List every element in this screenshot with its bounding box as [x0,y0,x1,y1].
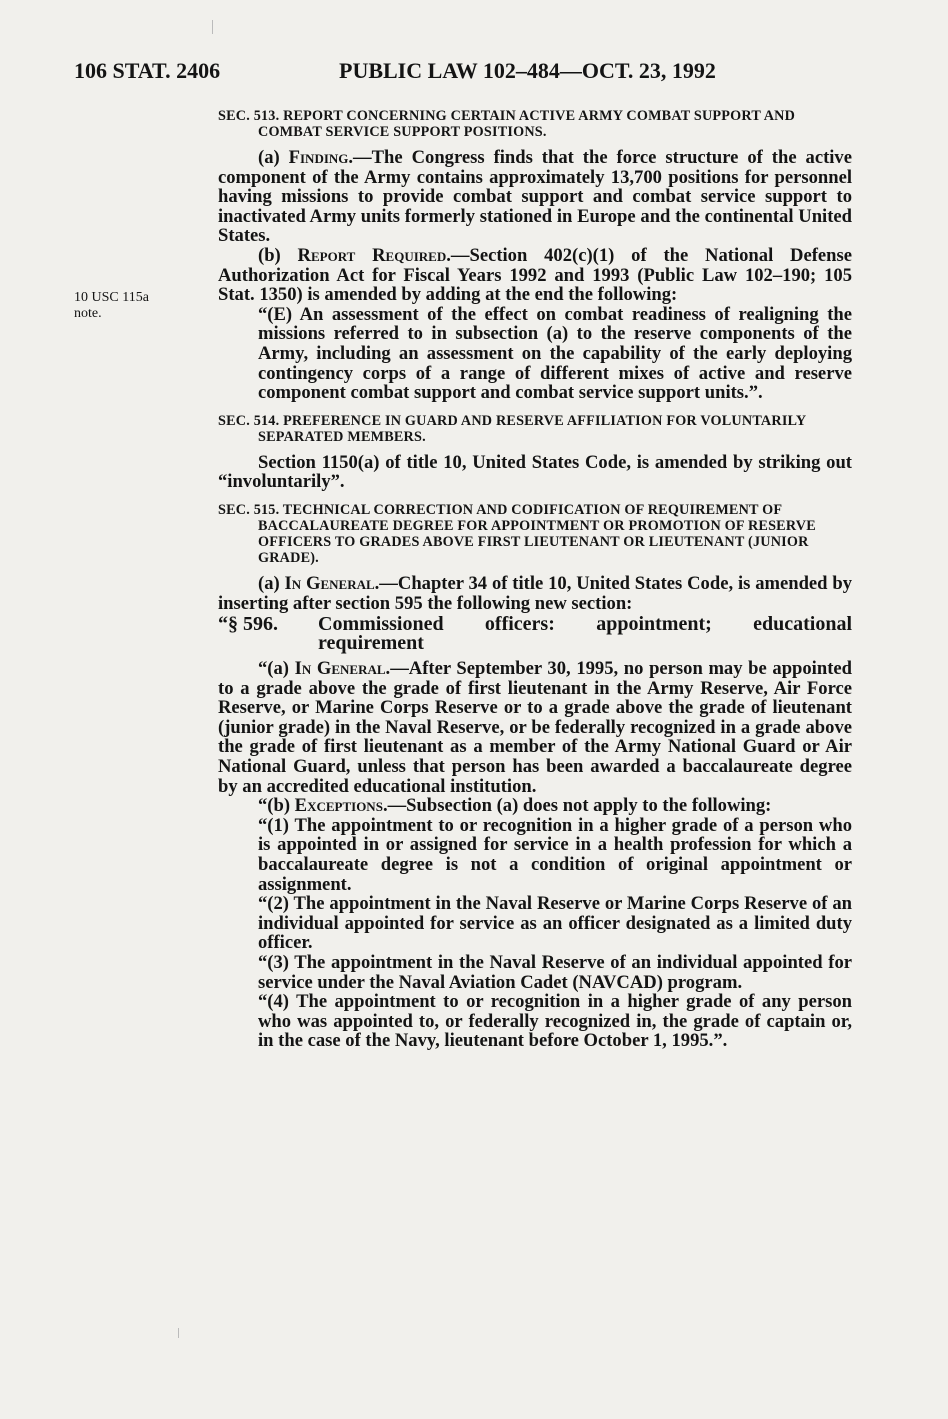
sec-513-subsection-b: (b) Report Required.—Section 402(c)(1) of the National Defense Authorization Act for Fiscal Years 1992 and 1993 (Public Law 102–190; 105 Stat. 1350) is amended by adding at the end the following: [218,244,853,306]
sec-515-heading: SEC. 515. TECHNICAL CORRECTION AND CODIFICATION OF REQUIREMENT OF BACCALAUREATE DEGREE FOR APPOINTMENT OR PROMOTION OF RESERVE OFFICERS TO GRADES ABOVE FIRST LIEUTENANT OR LIEUTENANT (JUNIOR GRADE). [218,501,816,566]
sec-514-text: Section 1150(a) of title 10, United States Code, is amended by striking out “involuntarily”. [218,451,852,493]
sec-513-heading: SEC. 513. REPORT CONCERNING CERTAIN ACTIVE ARMY COMBAT SUPPORT AND COMBAT SERVICE SUPPORT POSITIONS. [218,108,796,140]
section-596-heading: “§ 596. Commissioned officers: appointment; educational requirement [218,613,852,655]
law-citation: PUBLIC LAW 102–484—OCT. 23, 1992 [339,58,716,83]
exception-item: “(2) The appointment in the Naval Reserve or Marine Corps Reserve of an individual appointed for service as an officer designated as a limited duty officer. [258,893,852,954]
exception-item: “(4) The appointment to or recognition in a higher grade of any person who was appointed to, or federally recognized in, the grade of captain or, in the case of the Navy, lieutenant before October 1, 1995.”. [258,991,852,1052]
running-header [74,58,734,84]
section-596-subsection-b: “(b) Exceptions.—Subsection (a) does not apply to the following: [258,795,772,817]
sec-514-heading: SEC. 514. PREFERENCE IN GUARD AND RESERVE AFFILIATION FOR VOLUNTARILY SEPARATED MEMBERS. [218,412,806,445]
statute-body [218,108,852,1051]
section-596-subsection-a: “(a) In General.—After September 30, 1995, no person may be appointed to a grade above the grade of first lieutenant in the Army Reserve, Air Force Reserve, or Marine Corps Reserve or to a grade above the grade of lieutenant (junior grade) in the Naval Reserve, or be federally recognized in a grade above the grade of first lieutenant as a member of the Army National Guard or Air National Guard, unless that person has been awarded a baccalaureate degree by an accredited educational institution. [218,658,852,797]
scan-mark [212,20,213,34]
exception-item: “(1) The appointment to or recognition in a higher grade of a person who is appointed in or assigned for service in a health profession for which a baccalaureate degree is not a condition of original appointment or assignment. [258,814,852,895]
sec-513-subsection-a: (a) Finding.—The Congress finds that the force structure of the active component of the Army contains approximately 13,700 positions for personnel having missions to provide combat support and combat service support to inactivated Army units formerly stationed in Europe and the continental United States. [218,147,852,247]
margin-note-citation: 10 USC 115a [74,290,149,305]
stat-page-number: 106 STAT. 2406 [74,58,221,83]
margin-note-suffix: note. [74,306,102,321]
margin-note [74,290,194,322]
exception-item: “(3) The appointment in the Naval Reserve of an individual appointed for service under the Naval Aviation Cadet (NAVCAD) program. [258,952,852,993]
scan-mark [178,1328,179,1338]
sec-515-subsection-a: (a) In General.—Chapter 34 of title 10, United States Code, is amended by inserting after section 595 the following new section: [218,572,852,614]
sec-513-quoted-paragraph-e: “(E) An assessment of the effect on combat readiness of realigning the missions referred to in subsection (a) to the reserve components of the Army, including an assessment on the capability of the early deploying contingency corps of a range of different mixes of active and reserve component combat support and combat service support units.”. [258,303,852,404]
